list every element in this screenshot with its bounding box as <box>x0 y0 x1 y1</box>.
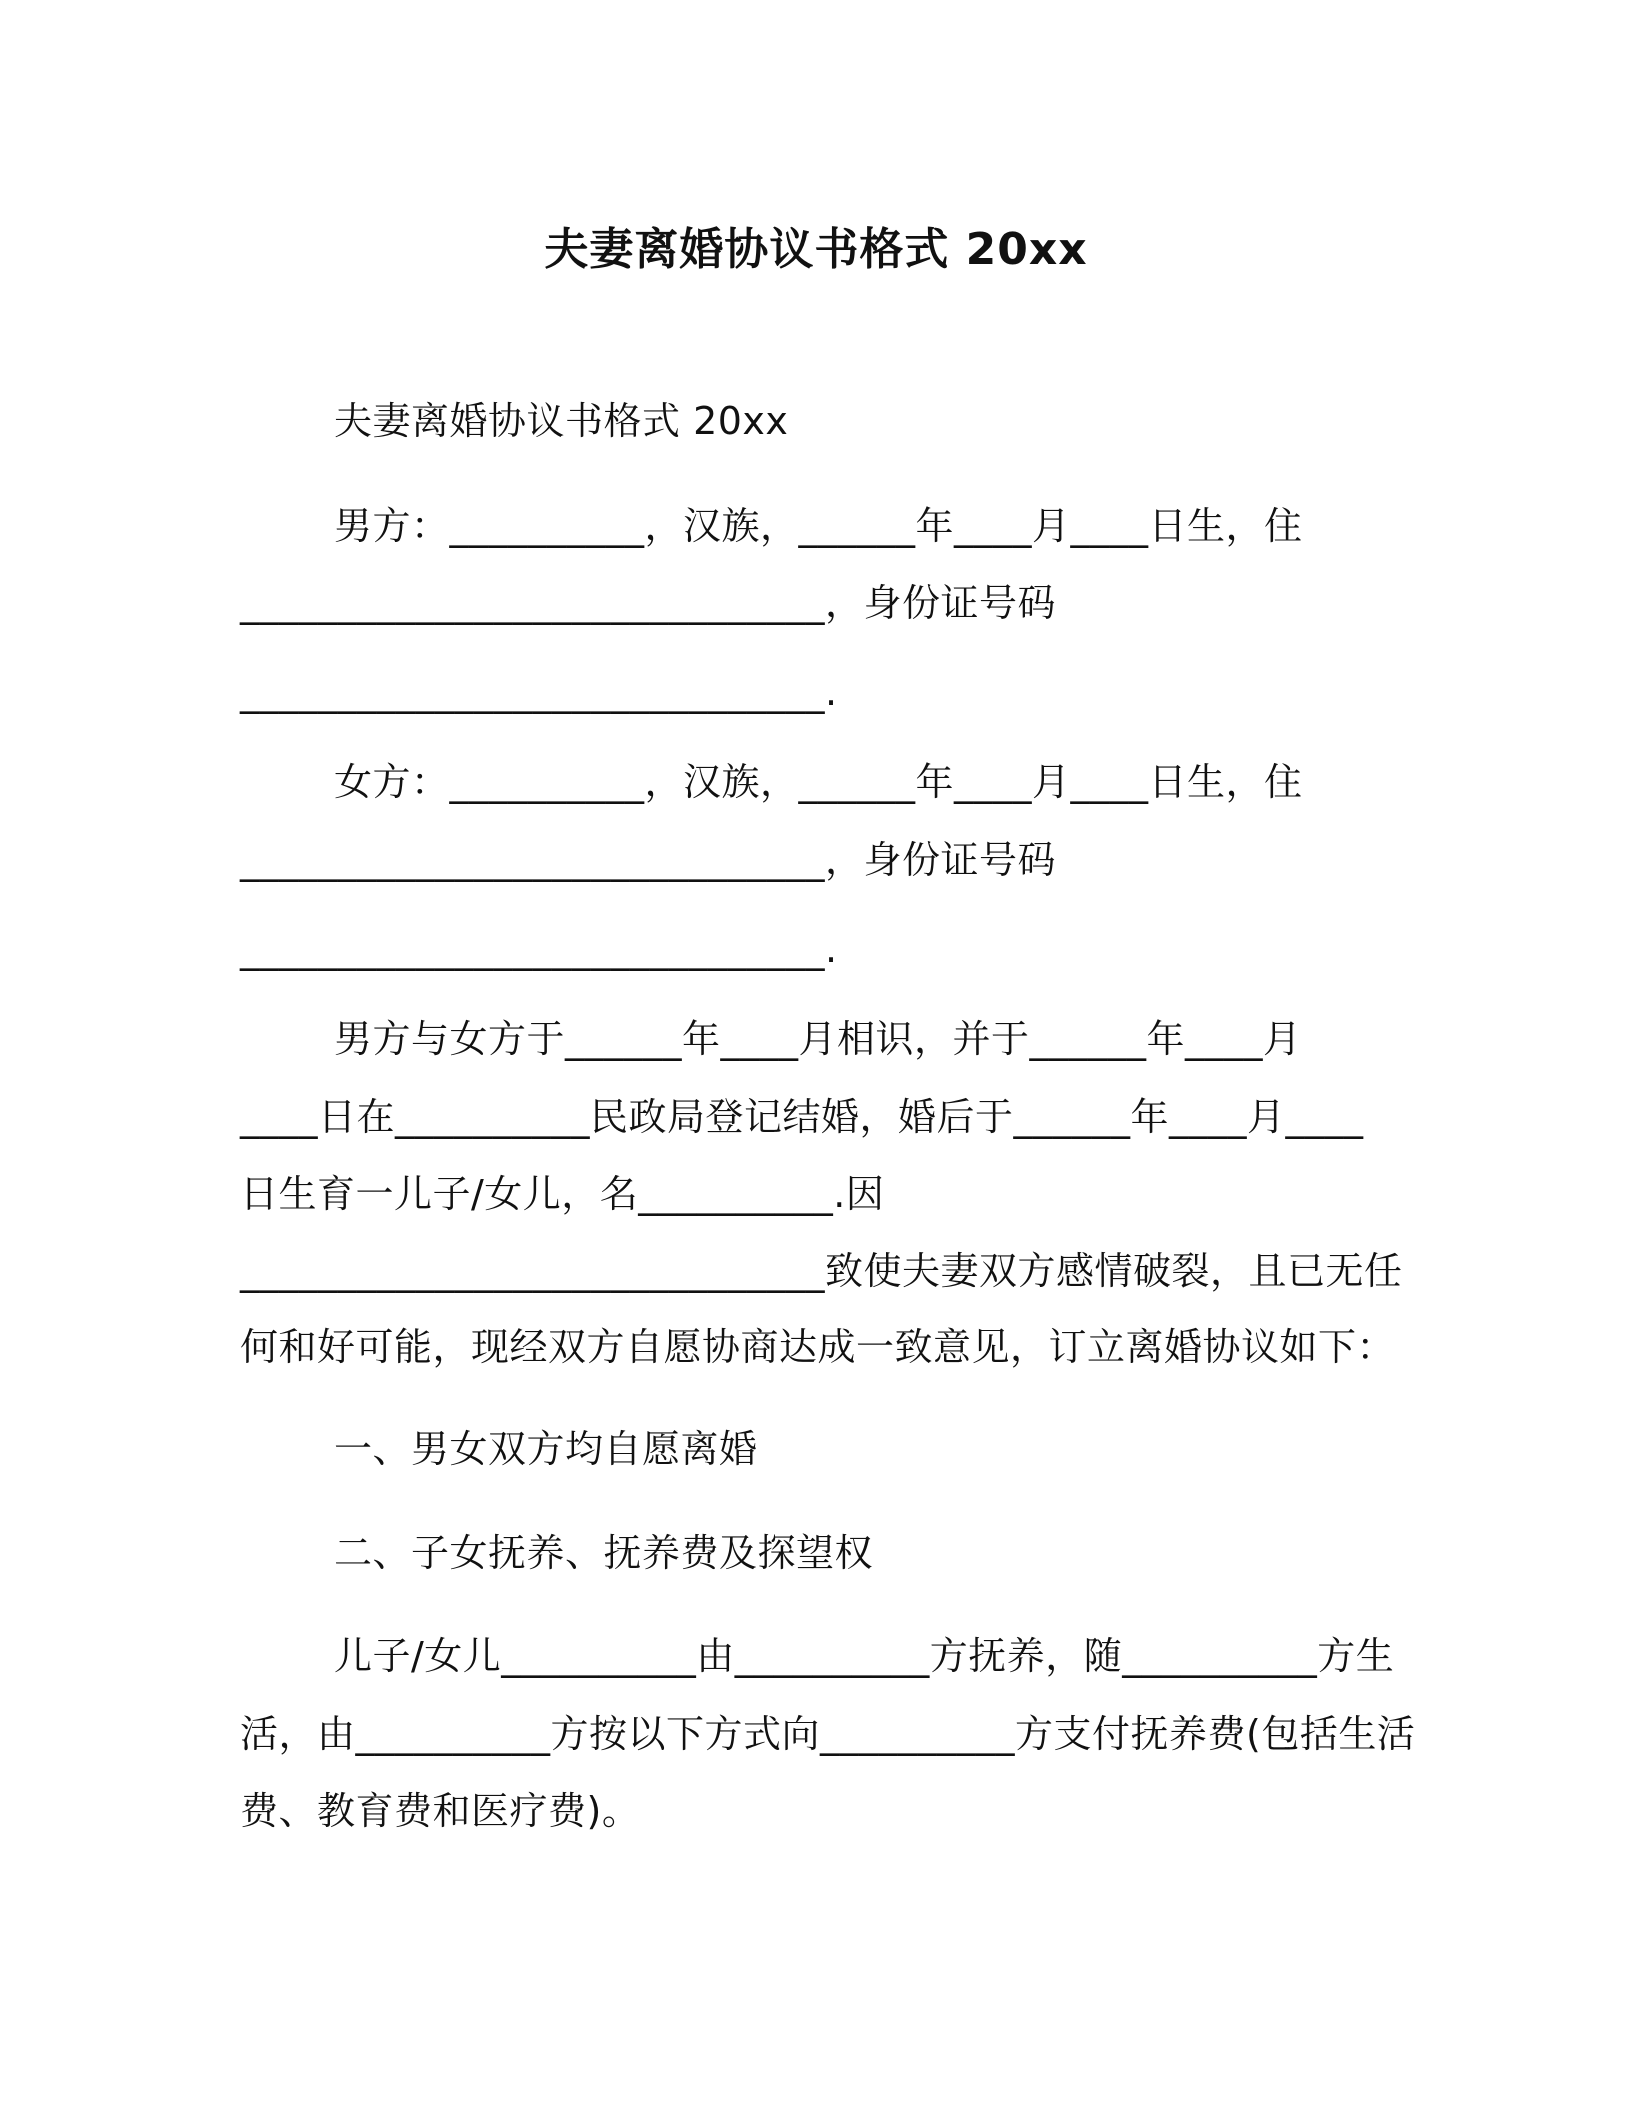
marriage-paragraph-line-2: ____日在__________民政局登记结婚，婚后于______年____月____ <box>240 1095 1364 1139</box>
subtitle-line: 夫妻离婚协议书格式 20xx <box>334 399 789 443</box>
custody-paragraph-line-1: 儿子/女儿__________由__________方抚养，随__________方生 <box>334 1634 1395 1678</box>
female-id-line: ______________________________. <box>240 927 838 971</box>
custody-paragraph-line-2: 活，由__________方按以下方式向__________方支付抚养费(包括生活 <box>240 1712 1416 1756</box>
female-party-line: 女方：__________，汉族，______年____月____日生，住 <box>334 760 1303 804</box>
marriage-paragraph-line-4: ______________________________致使夫妻双方感情破裂，且已无任 <box>240 1249 1403 1293</box>
document-title: 夫妻离婚协议书格式 20xx <box>544 224 1088 275</box>
clause-one-heading: 一、男女双方均自愿离婚 <box>334 1427 758 1471</box>
male-party-line: 男方：__________，汉族，______年____月____日生，住 <box>334 504 1303 548</box>
marriage-paragraph-line-3: 日生育一儿子/女儿，名__________.因 <box>240 1172 885 1216</box>
marriage-paragraph-line-1: 男方与女方于______年____月相识，并于______年____月 <box>334 1017 1302 1061</box>
clause-two-heading: 二、子女抚养、抚养费及探望权 <box>334 1531 874 1575</box>
male-address-line: ______________________________，身份证号码 <box>240 581 1057 625</box>
custody-paragraph-line-3: 费、教育费和医疗费)。 <box>240 1789 641 1833</box>
male-id-line: ______________________________. <box>240 670 838 714</box>
marriage-paragraph-line-5: 何和好可能，现经双方自愿协商达成一致意见，订立离婚协议如下： <box>240 1325 1396 1369</box>
female-address-line: ______________________________，身份证号码 <box>240 838 1057 882</box>
